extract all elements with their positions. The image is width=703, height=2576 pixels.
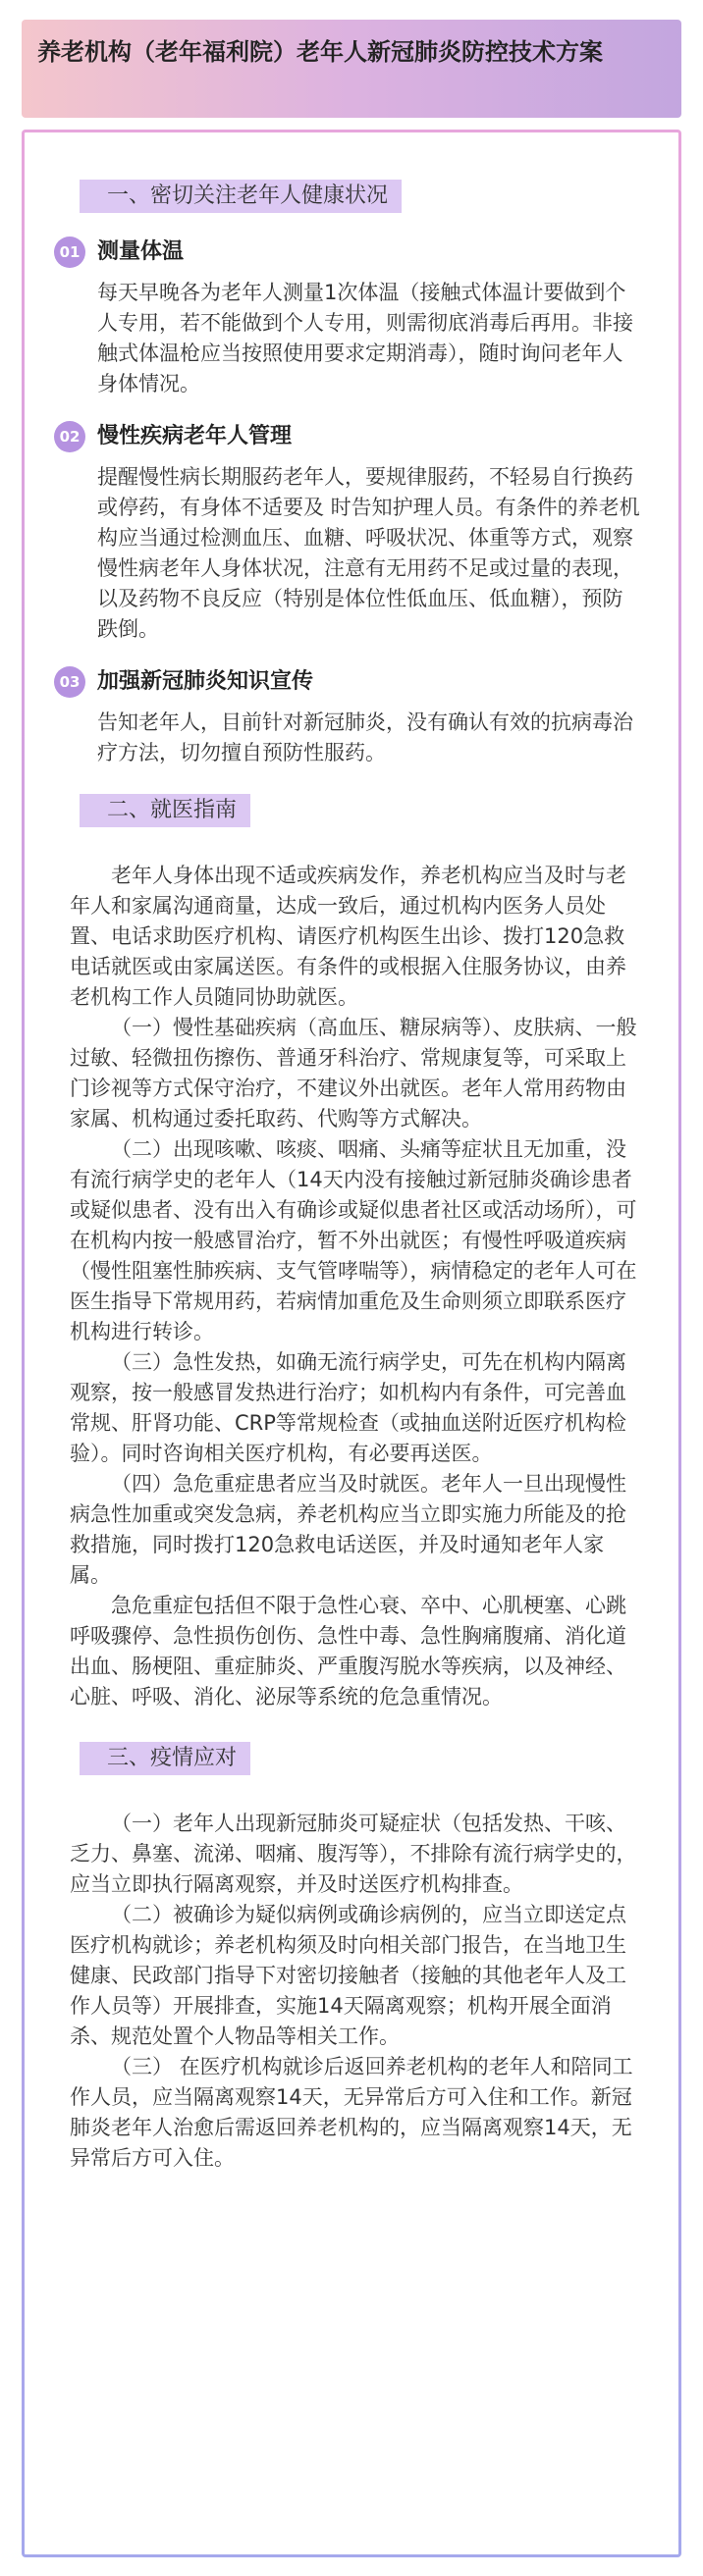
number-badge: 01 [54, 237, 85, 268]
paragraph: 老年人身体出现不适或疾病发作，养老机构应当及时与老年人和家属沟通商量，达成一致后，通过机构内医务人员处置、电话求助医疗机构、请医疗机构医生出诊、拨打120急救电话就医或由家属送医。有条件的或根据入住服务协议，由养老机构工作人员随同协助就医。 [70, 864, 626, 1009]
number-badge: 03 [54, 666, 85, 698]
section-heading: 一、密切关注老年人健康状况 [80, 180, 402, 213]
section-medical-guide [54, 794, 643, 1712]
section-paragraphs [54, 861, 643, 1712]
subsection-title: 慢性疾病老年人管理 [97, 424, 293, 448]
paragraph: 急危重症包括但不限于急性心衰、卒中、心肌梗塞、心跳呼吸骤停、急性损伤创伤、急性中毒、急性胸痛腹痛、消化道出血、肠梗阻、重症肺炎、严重腹泻脱水等疾病，以及神经、心脏、呼吸、消化、泌尿等系统的危急重情况。 [70, 1594, 626, 1709]
section-health-monitoring [54, 180, 643, 768]
subsection-title: 测量体温 [97, 239, 185, 264]
subsection-header [54, 237, 643, 268]
section-epidemic-response [54, 1742, 643, 2174]
paragraph: （一）慢性基础疾病（高血压、糖尿病等）、皮肤病、一般过敏、轻微扭伤擦伤、普通牙科治疗、常规康复等，可采取上门诊视等方式保守治疗，不建议外出就医。老年人常用药物由家属、机构通过委托取药、代购等方式解决。 [70, 1016, 637, 1130]
section-heading: 三、疫情应对 [80, 1742, 250, 1775]
section-paragraphs [54, 1809, 643, 2174]
paragraph: （三）急性发热，如确无流行病学史，可先在机构内隔离观察，按一般感冒发热进行治疗；如机构内有条件，可完善血常规、肝肾功能、CRP等常规检查（或抽血送附近医疗机构检验）。同时咨询相关医疗机构，有必要再送医。 [70, 1350, 626, 1465]
content-body [25, 132, 678, 2174]
subsection-header [54, 421, 643, 452]
paragraph: （二）出现咳嗽、咳痰、咽痛、头痛等症状且无加重，没有流行病学史的老年人（14天内没有接触过新冠肺炎确诊患者或疑似患者、没有出入有确诊或疑似患者社区或活动场所），可在机构内按一般感冒治疗，暂不外出就医；有慢性呼吸道疾病（慢性阻塞性肺疾病、支气管哮喘等），病情稳定的老年人可在医生指导下常规用药，若病情加重危及生命则须立即联系医疗机构进行转诊。 [70, 1137, 637, 1343]
subsection-text: 告知老年人，目前针对新冠肺炎，没有确认有效的抗病毒治疗方法，切勿擅自预防性服药。 [97, 710, 633, 764]
paragraph: （二）被确诊为疑似病例或确诊病例的，应当立即送定点医疗机构就诊；养老机构须及时向相关部门报告，在当地卫生健康、民政部门指导下对密切接触者（接触的其他老年人及工作人员等）开展排查，实施14天隔离观察；机构开展全面消杀、规范处置个人物品等相关工作。 [70, 1903, 626, 2048]
content-frame [22, 130, 681, 2557]
subsection-header [54, 666, 643, 698]
paragraph: （四）急危重症患者应当及时就医。老年人一旦出现慢性病急性加重或突发急病，养老机构应当立即实施力所能及的抢救措施，同时拨打120急救电话送医，并及时通知老年人家属。 [70, 1472, 626, 1587]
page-title: 养老机构（老年福利院）老年人新冠肺炎防控技术方案 [37, 38, 603, 66]
paragraph: （三） 在医疗机构就诊后返回养老机构的老年人和陪同工作人员，应当隔离观察14天，无异常后方可入住和工作。新冠肺炎老年人治愈后需返回养老机构的，应当隔离观察14天，无异常后方可入住。 [70, 2055, 633, 2170]
section-heading: 二、就医指南 [80, 794, 250, 827]
title-banner [22, 20, 681, 118]
paragraph: （一）老年人出现新冠肺炎可疑症状（包括发热、干咳、乏力、鼻塞、流涕、咽痛、腹泻等），不排除有流行病学史的，应当立即执行隔离观察，并及时送医疗机构排查。 [70, 1812, 637, 1896]
subsection-text: 提醒慢性病长期服药老年人，要规律服药，不轻易自行换药或停药，有身体不适要及 时告知护理人员。有条件的养老机构应当通过检测血压、血糖、呼吸状况、体重等方式，观察慢性病老年人身体状况，注意有无用药不足或过量的表现，以及药物不良反应（特别是体位性低血压、低血糖），预防跌倒。 [97, 465, 640, 641]
number-badge: 02 [54, 421, 85, 452]
subsection-text: 每天早晚各为老年人测量1次体温（接触式体温计要做到个人专用，若不能做到个人专用，则需彻底消毒后再用。非接触式体温枪应当按照使用要求定期消毒），随时询问老年人身体情况。 [97, 281, 633, 395]
subsection-title: 加强新冠肺炎知识宣传 [97, 669, 314, 694]
